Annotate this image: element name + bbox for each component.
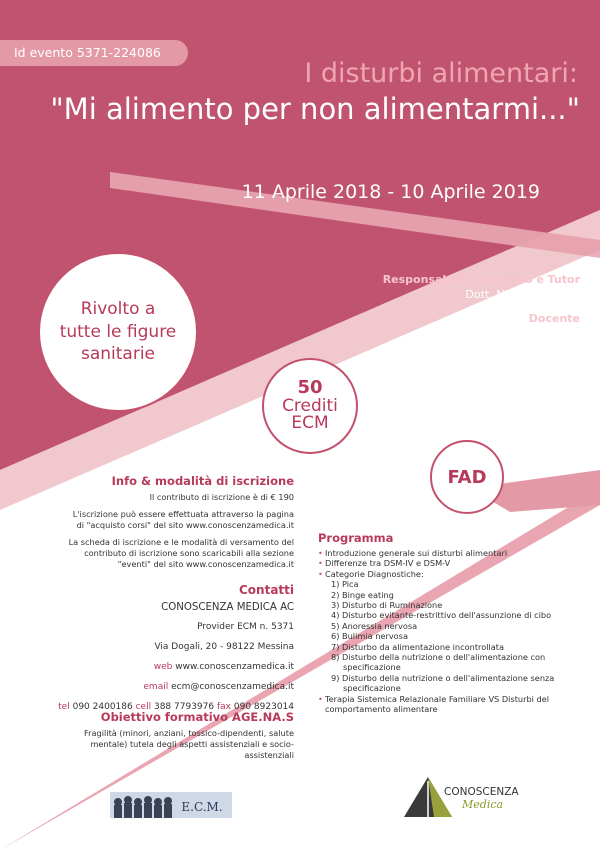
web-link[interactable]: www.conoscenzamedica.it xyxy=(175,662,294,672)
info-fee: Il contributo di iscrizione è di € 190 xyxy=(149,492,294,502)
info-iscrizione: L'iscrizione può essere effettuata attraverso la pagina di "acquisto corsi" del sito www.conoscenzamedica.it xyxy=(72,509,294,530)
contatti-org: CONOSCENZA MEDICA AC xyxy=(161,602,294,613)
programma-item: • Categorie Diagnostiche: 1) Pica 2) Binge eating 3) Disturbo di Ruminazione 4) Disturbo evitante-restrittivo dell'assunzione di cibo 5) Anoressia nervosa 6) Bulimia nervosa 7) Disturbo da alimentazione incontrollata 8) Disturbo della nutrizione o dell'alimentazione con specificazione 9) Disturbo della nutrizione o dell'alimentazione senza specificazione xyxy=(318,569,588,694)
programma-heading: Programma xyxy=(318,531,394,545)
title-line-2: "Mi alimento per non alimentarmi..." xyxy=(50,92,580,126)
credits-number: 50 xyxy=(297,376,323,398)
category-item: 1) Pica xyxy=(331,579,359,590)
programma-item: • Terapia Sistemica Relazionale Familiare VS Disturbi del comportamento alimentare xyxy=(318,694,588,715)
programma-item: • Introduzione generale sui disturbi alimentari xyxy=(318,548,588,558)
svg-text:Medica: Medica xyxy=(462,798,504,811)
obiettivo-section xyxy=(64,710,294,761)
obiettivo-text: Fragilità (minori, anziani, tossico-dipendenti, salute mentale) tutela degli aspetti assistenziali e socio-assistenziali xyxy=(84,728,294,760)
contatti-phones: tel 090 2400186 cell 388 7793976 fax 090 8923014 xyxy=(58,702,294,712)
svg-text:CONOSCENZA: CONOSCENZA xyxy=(444,786,519,798)
programma-item: • Differenze tra DSM-IV e DSM-V xyxy=(318,558,588,568)
event-dates: 11 Aprile 2018 - 10 Aprile 2019 xyxy=(241,181,540,203)
info-scheda: La scheda di iscrizione e le modalità di versamento del contributo di iscrizione sono scaricabili alla sezione "eventi" del sito www.conoscenzamedica.it xyxy=(68,537,294,569)
credits-line2: Crediti xyxy=(282,395,338,416)
category-item: 5) Anoressia nervosa xyxy=(331,620,418,631)
conoscenza-medica-logo xyxy=(400,775,560,821)
fad-label: FAD xyxy=(447,466,487,488)
category-item: 7) Disturbo da alimentazione incontrollata xyxy=(331,641,505,652)
category-item: 3) Disturbo di Ruminazione xyxy=(331,600,443,611)
audience-circle xyxy=(38,252,198,412)
credits-line3: ECM xyxy=(291,413,329,434)
fad-circle xyxy=(430,440,504,514)
contatti-heading: Contatti xyxy=(238,583,294,597)
contatti-provider: Provider ECM n. 5371 xyxy=(197,622,294,632)
responsabile-block xyxy=(383,273,580,341)
responsabile-name: Dott. Nicola Pangallo xyxy=(465,287,580,301)
category-item: 6) Bulimia nervosa xyxy=(331,631,408,642)
category-item: 4) Disturbo evitante-restrittivo dell'assunzione di cibo xyxy=(331,610,552,621)
docente-name: Dott.ssa Maria Teresa Vecchio xyxy=(416,326,580,340)
category-item: 2) Binge eating xyxy=(331,589,394,600)
docente-label: Docente xyxy=(528,312,580,325)
email-link[interactable]: ecm@conoscenzamedica.it xyxy=(171,682,294,692)
responsabile-label: Responsabile scientifico e Tutor xyxy=(382,273,580,286)
category-item: 8) Disturbo della nutrizione o dell'alimentazione con specificazione xyxy=(331,652,546,673)
obiettivo-heading: Obiettivo formativo AGE.NA.S xyxy=(100,710,294,724)
credits-circle xyxy=(262,358,358,454)
contatti-email: email ecm@conoscenzamedica.it xyxy=(143,682,294,692)
contatti-web: web www.conoscenzamedica.it xyxy=(153,662,294,672)
contatti-address: Via Dogali, 20 - 98122 Messina xyxy=(154,642,294,652)
contatti-section xyxy=(44,583,294,714)
ecm-logo xyxy=(110,790,232,820)
info-heading: Info & modalità di iscrizione xyxy=(111,474,294,488)
audience-text: Rivolto a tutte le figure sanitarie xyxy=(59,298,177,365)
programma-section xyxy=(318,531,588,715)
event-id-badge: Id evento 5371-224086 xyxy=(0,40,188,66)
svg-text:E.C.M.: E.C.M. xyxy=(181,800,223,814)
title-line-1: I disturbi alimentari: xyxy=(304,58,578,89)
category-item: 9) Disturbo della nutrizione o dell'alimentazione senza specificazione xyxy=(331,672,555,694)
info-section xyxy=(64,474,294,576)
